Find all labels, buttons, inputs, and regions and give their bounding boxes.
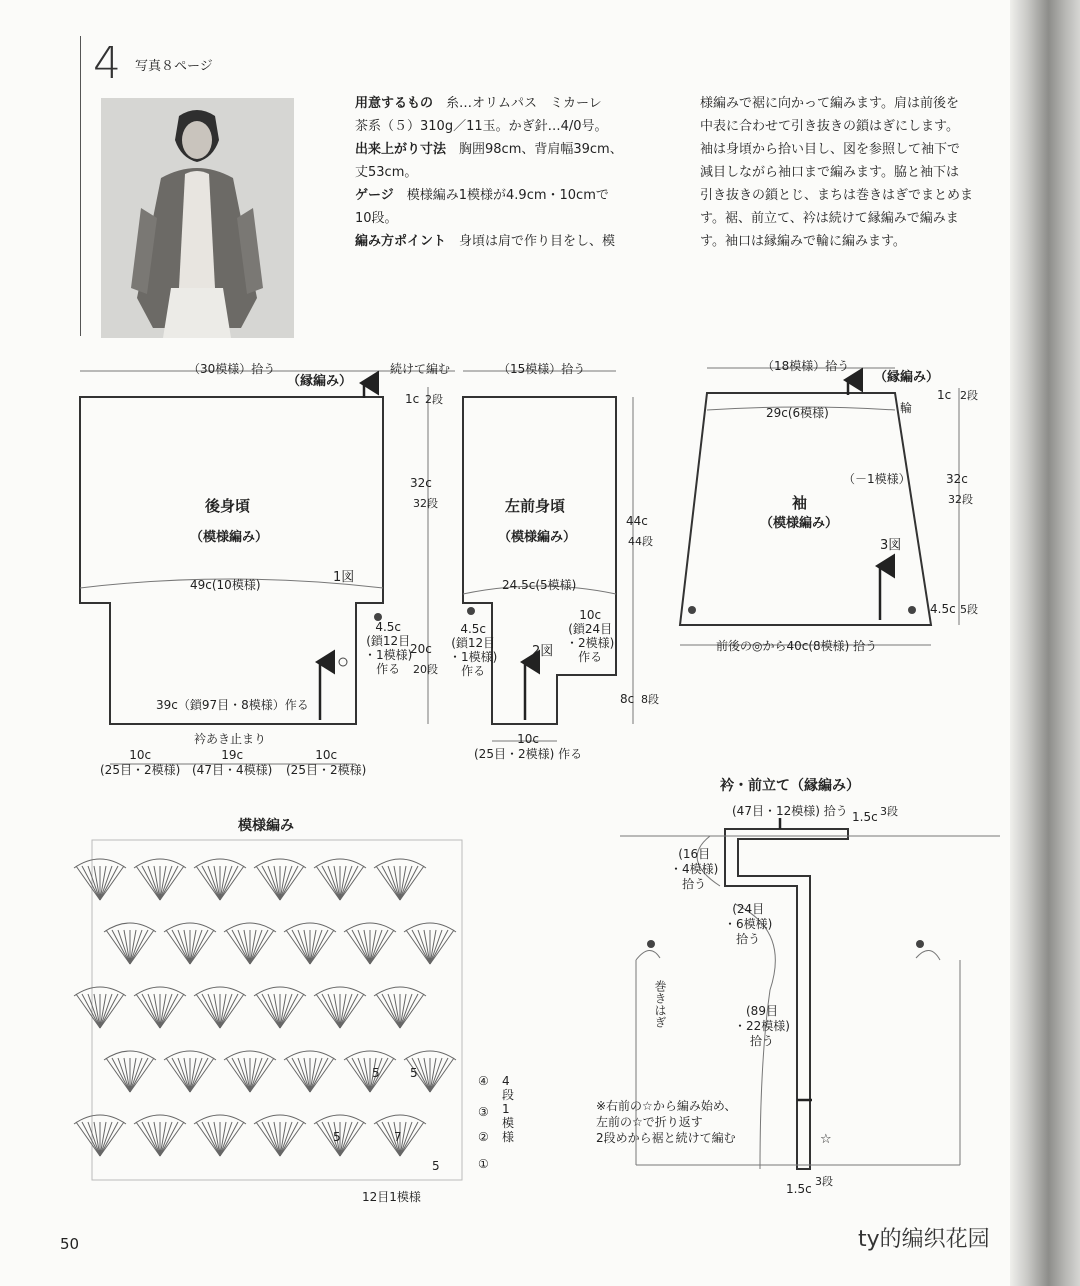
label-line: 段 — [502, 1088, 515, 1102]
collar-l3 — [734, 1004, 790, 1049]
label-line: (89目 — [746, 1004, 778, 1018]
chart-num-5: 5 — [432, 1159, 440, 1173]
sleeve-m3r: 5段 — [960, 603, 978, 616]
label-line: (47目・4模様) — [192, 763, 273, 777]
continue-label: 続けて編む — [390, 362, 451, 376]
back-top-label: （30模様）拾う — [188, 362, 276, 376]
label-line: 10c — [315, 748, 338, 762]
label-line: (鎖12目 — [366, 634, 411, 648]
sleeve-dec: （－1模様） — [843, 472, 911, 486]
label-line: ・4模様) — [670, 862, 719, 876]
label-line: 作る — [578, 650, 603, 664]
sleeve-pattern: （模様編み） — [760, 516, 839, 531]
chart-num-2: 5 — [410, 1066, 418, 1080]
label-line: ・6模様) — [724, 917, 773, 931]
label-line: ・2模様) — [566, 636, 615, 650]
instruction-line: 様編みで裾に向かって編みます。肩は前後を — [700, 96, 959, 111]
sleeve-name: 袖 — [792, 494, 808, 512]
label-line: (25目・2模様) — [286, 763, 367, 777]
collar-l2 — [724, 902, 772, 947]
sleeve-m3: 4.5c — [930, 602, 956, 616]
label-line: 拾う — [736, 932, 761, 946]
pattern-number: 4 — [93, 38, 121, 89]
instruction-line: 減目しながら袖口まで編みます。脇と袖下は — [700, 165, 959, 180]
label-line: 拾う — [682, 877, 707, 891]
materials-line: ゲージ 模様編み1模様が4.9cm・10cmで — [355, 188, 609, 203]
back-body-outline — [80, 397, 383, 724]
front-top-label: （15模様）拾う — [498, 362, 586, 376]
front-width: 24.5c(5模様) — [502, 578, 577, 592]
chart-num-4: 7 — [394, 1130, 402, 1144]
materials-line: 用意するもの 糸…オリムパス ミカーレ — [355, 96, 602, 111]
instruction-line: す。袖口は縁編みで輪に編みます。 — [700, 234, 906, 249]
back-hem: 39c（鎖97目・8模様）作る — [156, 698, 309, 712]
star-mark: ☆ — [820, 1132, 832, 1147]
vm-44dan: 44段 — [628, 535, 653, 548]
vm-44c: 44c — [626, 514, 648, 528]
photo-reference: 写真８ページ — [135, 59, 213, 74]
front-name: 左前身頃 — [505, 497, 566, 515]
collar-l1 — [670, 847, 718, 892]
stitch-chart-title: 模様編み — [238, 818, 294, 834]
label-line: 作る — [461, 664, 486, 678]
row-mark-2: ② — [478, 1130, 489, 1144]
back-b3 — [286, 748, 366, 778]
chart-num-1: 5 — [372, 1066, 380, 1080]
collar-top-r: 1.5c — [852, 810, 878, 824]
sleeve-m2r: 32段 — [948, 493, 973, 506]
stitch-chart-graphic — [74, 840, 462, 1180]
label-line: 4 — [502, 1074, 510, 1088]
front-under — [566, 608, 614, 664]
sleeve-edge-label: （縁編み） — [874, 370, 940, 385]
collar-bot-r: 3段 — [815, 1175, 833, 1188]
label-line: ・1模様) — [449, 650, 498, 664]
materials-line: 出来上がり寸法 胸囲98cm、背肩幅39cm、 — [355, 142, 623, 157]
vm-2dan: 2段 — [425, 393, 443, 406]
vm-8c: 8c — [620, 692, 635, 706]
sleeve-bottom: 前後の◎から40c(8模様) 拾う — [716, 639, 878, 653]
vm-1c: 1c — [405, 392, 420, 406]
vm-32c: 32c — [410, 476, 432, 490]
back-fig: 1図 — [333, 570, 355, 585]
page-number: 50 — [60, 1235, 80, 1253]
instruction-line: 袖は身頃から拾い目し、図を参照して袖下で — [700, 142, 961, 157]
label-line: (16目 — [678, 847, 711, 861]
seam-label: 巻きはぎ — [653, 980, 667, 1028]
row-mark-4: ④ — [478, 1074, 489, 1088]
materials-line: 編み方ポイント 身頃は肩で作り目をし、模 — [355, 234, 616, 249]
label-line: 様 — [502, 1130, 515, 1144]
label-line: 4.5c — [460, 622, 486, 636]
label-line: (24目 — [732, 902, 765, 916]
label-line: (鎖24目 — [568, 622, 613, 636]
vm-20dan: 20段 — [413, 663, 438, 676]
collar-bot: 1.5c — [786, 1182, 812, 1196]
collar-title: 衿・前立て（縁編み） — [720, 778, 860, 794]
sleeve-m1: 1c — [937, 388, 952, 402]
label-line: 模 — [502, 1116, 515, 1130]
sleeve-width: 29c(6模様) — [766, 406, 829, 420]
label-line: 19c — [221, 748, 244, 762]
label-line: 左前の☆で折り返す — [596, 1115, 703, 1129]
label-line: 拾う — [749, 1034, 774, 1048]
back-width: 49c(10模様) — [190, 578, 261, 592]
front-fig: 2図 — [532, 644, 554, 659]
instruction-line: す。裾、前立て、衿は続けて縁編みで編みま — [700, 211, 959, 226]
row-mark-1: ① — [478, 1157, 489, 1171]
instruction-line: 中表に合わせて引き抜きの鎖はぎにします。 — [700, 119, 959, 134]
collar-top-rr: 3段 — [880, 805, 898, 818]
collar-top: (47目・12模様) 拾う — [732, 804, 848, 818]
label-line: 作る — [376, 662, 401, 676]
instruction-line: 引き抜きの鎖とじ、まちは巻きはぎでまとめま — [700, 188, 974, 203]
materials-line: 丈53cm。 — [355, 165, 418, 180]
neck-stop: 衿あき止まり — [194, 732, 267, 746]
back-b1 — [100, 748, 180, 778]
materials-line: 茶系（５）310g／11玉。かぎ針…4/0号。 — [355, 119, 608, 134]
label-line: 10c — [517, 732, 539, 746]
front-bottom — [474, 732, 582, 762]
sleeve-m2: 32c — [946, 472, 968, 486]
back-edge-label: （縁編み） — [287, 374, 353, 389]
label-line: (25目・2模様) 作る — [474, 747, 583, 761]
front-pattern: （模様編み） — [498, 530, 577, 545]
vm-8dan: 8段 — [641, 693, 659, 706]
materials-line: 10段。 — [355, 211, 398, 226]
collar-outline — [725, 829, 848, 1169]
back-name: 後身頃 — [205, 497, 251, 515]
back-armhole — [364, 620, 412, 676]
label-line: (鎖12目 — [451, 636, 496, 650]
label-line: 1 — [502, 1102, 510, 1116]
front-armhole — [449, 622, 497, 678]
label-line: 4.5c — [375, 620, 401, 634]
label-line: 10c — [129, 748, 152, 762]
label-line: ・22模様) — [734, 1019, 790, 1033]
label-line: 2段めから裾と続けて編む — [596, 1131, 736, 1145]
label-line: (25目・2模様) — [100, 763, 181, 777]
repeat-label — [502, 1074, 514, 1144]
vm-32dan: 32段 — [413, 497, 438, 510]
sleeve-top-label: （18模様）拾う — [762, 359, 850, 373]
sleeve-ring: 輪 — [900, 401, 913, 415]
vm-20c: 20c — [410, 642, 432, 656]
label-line: ※右前の☆から編み始め、 — [596, 1099, 737, 1113]
chart-num-3: 5 — [333, 1130, 341, 1144]
sleeve-m1r: 2段 — [960, 389, 978, 402]
stitch-repeat-width: 12目1模様 — [362, 1190, 421, 1204]
label-line: 10c — [579, 608, 602, 622]
label-line: ・1模様) — [364, 648, 413, 662]
collar-note — [596, 1098, 736, 1146]
back-pattern: （模様編み） — [190, 530, 269, 545]
sleeve-fig: 3図 — [880, 538, 902, 553]
watermark: ty的编织花园 — [858, 1227, 990, 1252]
back-b2 — [192, 748, 272, 778]
row-mark-3: ③ — [478, 1105, 489, 1119]
